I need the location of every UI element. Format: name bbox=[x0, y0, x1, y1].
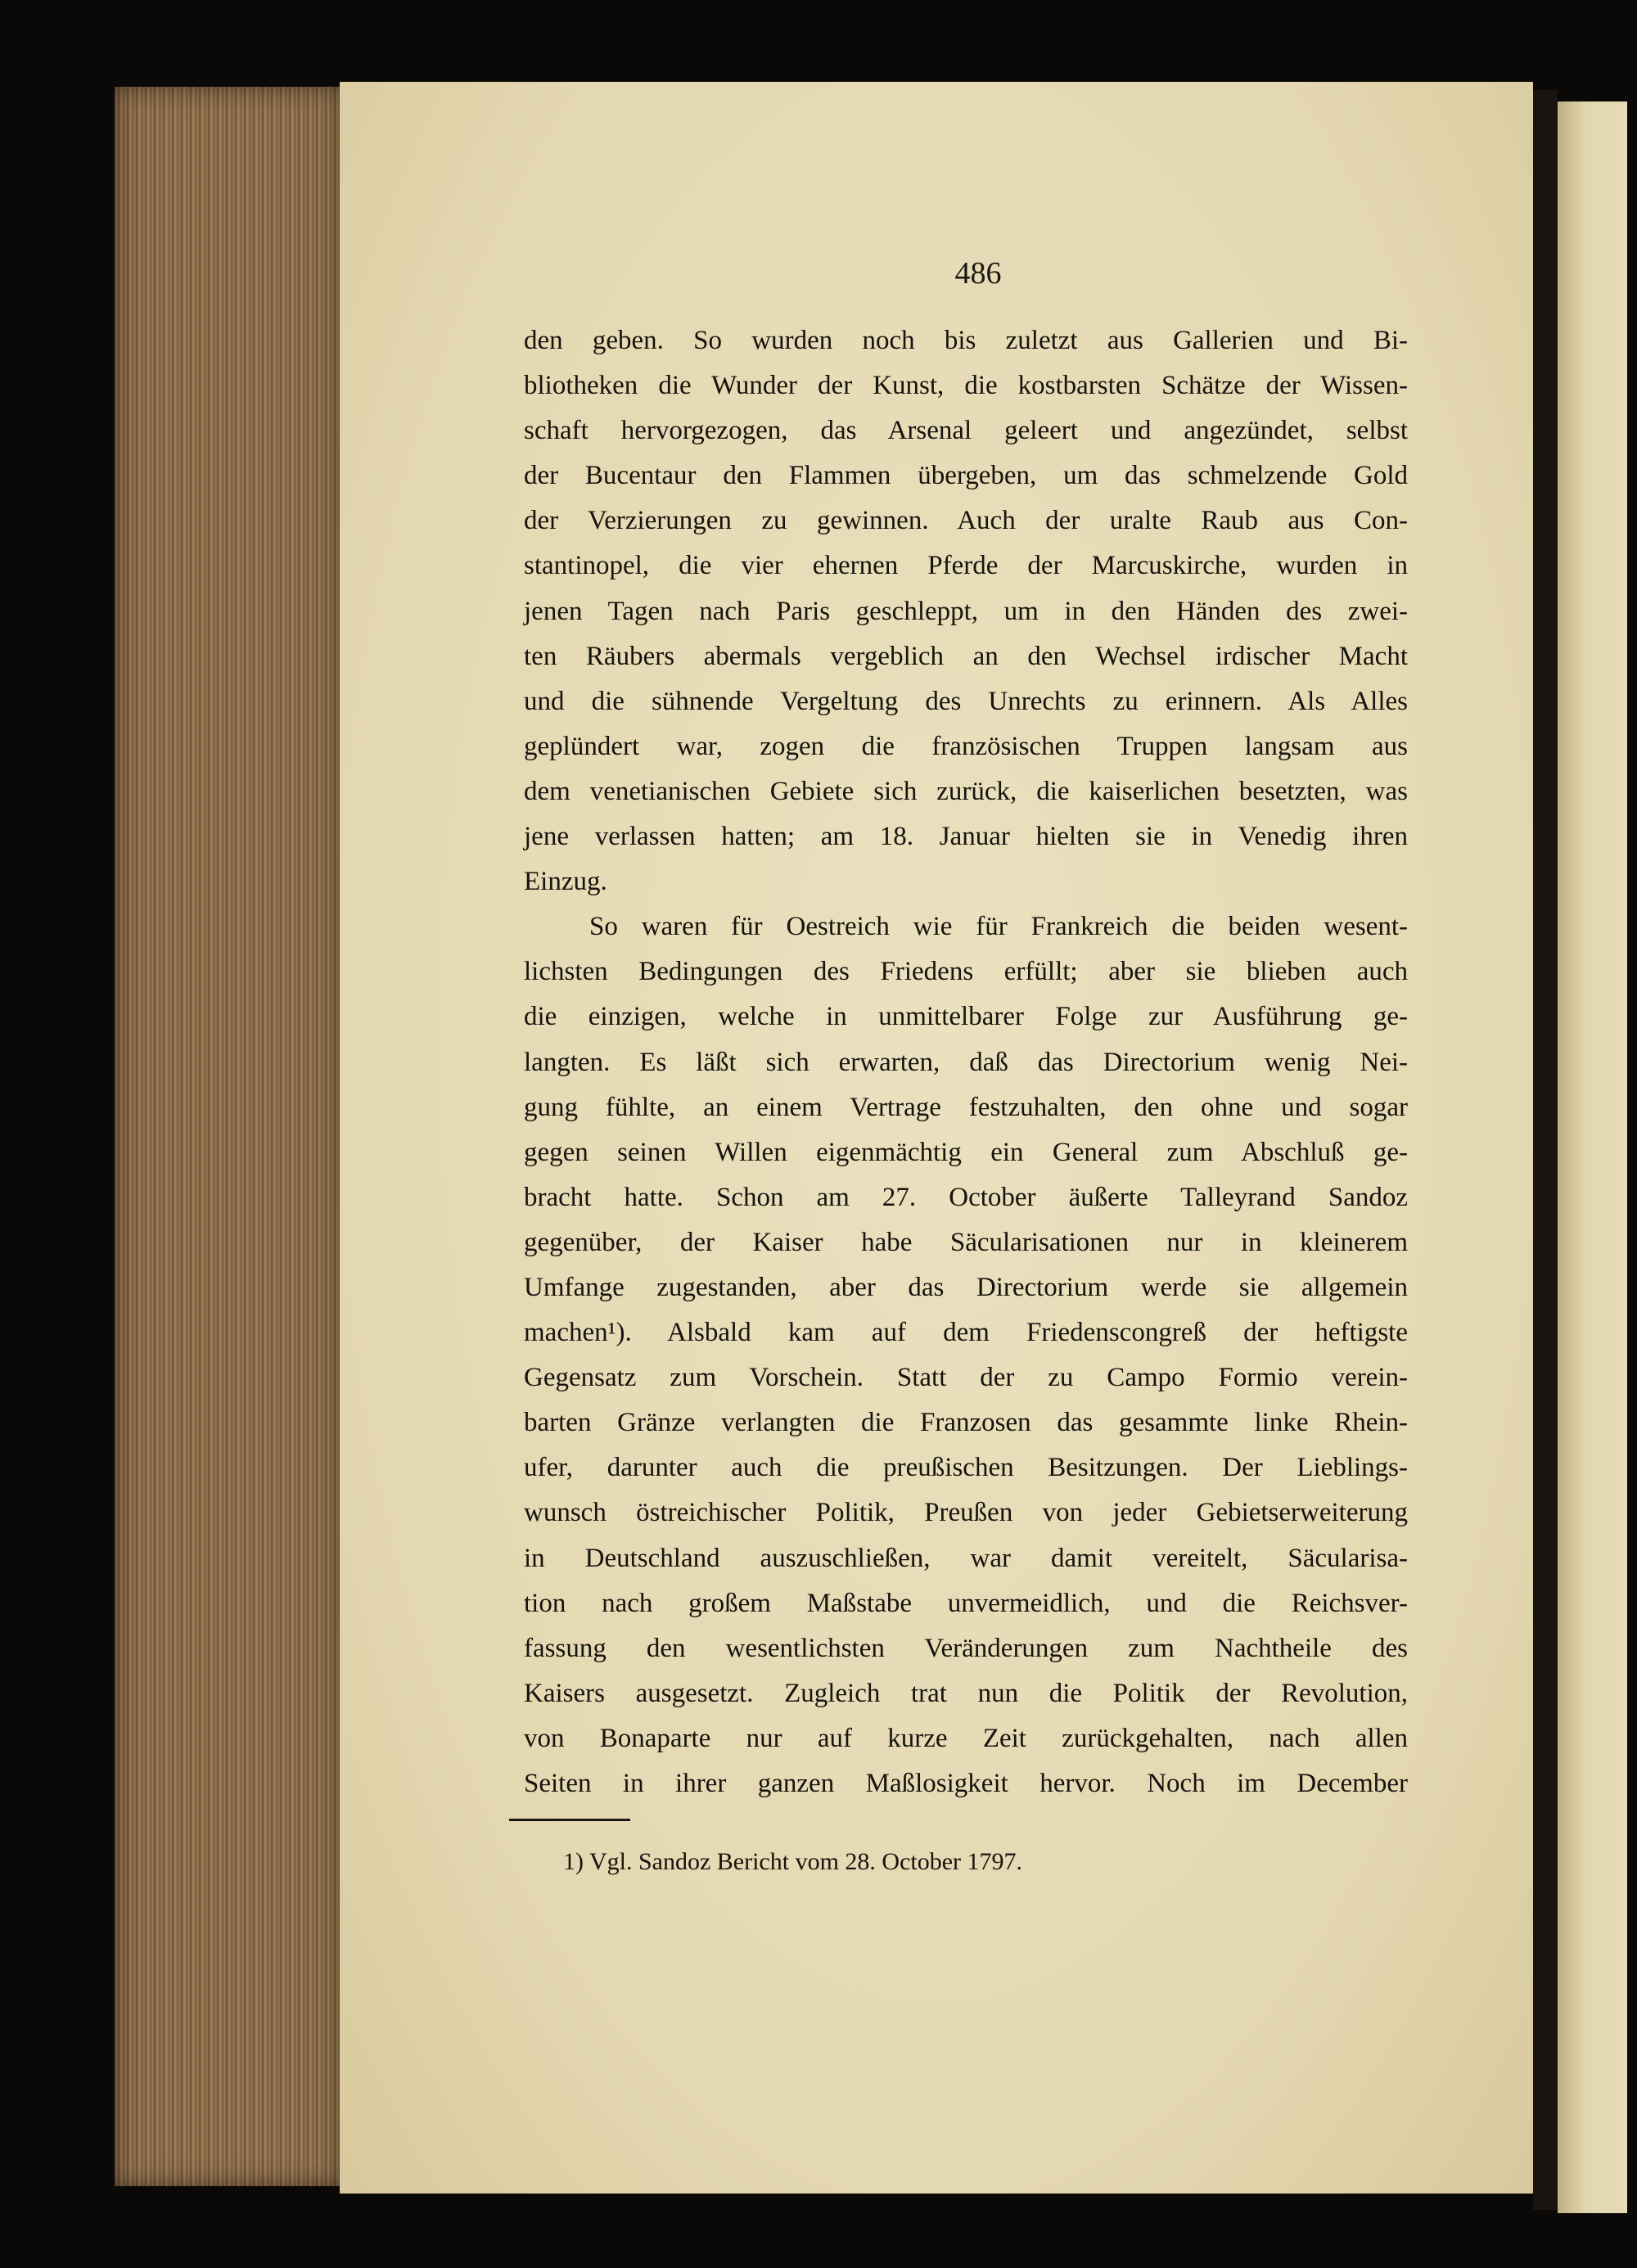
text-line: bracht hatte. Schon am 27. October äußerte Talleyrand Sandoz bbox=[524, 1182, 1408, 1212]
text-line: jenen Tagen nach Paris geschleppt, um in den Händen des zwei- bbox=[524, 596, 1408, 626]
text-line: stantinopel, die vier ehernen Pferde der Marcuskirche, wurden in bbox=[524, 551, 1408, 581]
text-line: und die sühnende Vergeltung des Unrechts zu erinnern. Als Alles bbox=[524, 686, 1408, 716]
text-line: langten. Es läßt sich erwarten, daß das Directorium wenig Nei- bbox=[524, 1047, 1408, 1077]
text-line: Gegensatz zum Vorschein. Statt der zu Campo Formio verein- bbox=[524, 1363, 1408, 1393]
next-page-sliver bbox=[1558, 101, 1627, 2213]
text-line: lichsten Bedingungen des Friedens erfüllt; aber sie blieben auch bbox=[524, 957, 1408, 987]
text-line: barten Gränze verlangten die Franzosen das gesammte linke Rhein- bbox=[524, 1408, 1408, 1438]
text-line: schaft hervorgezogen, das Arsenal geleert und angezündet, selbst bbox=[524, 416, 1408, 446]
body-text bbox=[524, 326, 1408, 1814]
text-line: gegenüber, der Kaiser habe Säcularisationen nur in kleinerem bbox=[524, 1227, 1408, 1257]
text-line: Umfange zugestanden, aber das Directorium werde sie allgemein bbox=[524, 1272, 1408, 1302]
footnote-rule bbox=[509, 1819, 630, 1821]
text-line: dem venetianischen Gebiete sich zurück, die kaiserlichen besetzten, was bbox=[524, 776, 1408, 806]
text-line: tion nach großem Maßstabe unvermeidlich, und die Reichsver- bbox=[524, 1588, 1408, 1618]
text-line: fassung den wesentlichsten Veränderungen zum Nachtheile des bbox=[524, 1633, 1408, 1663]
page-edges-stack bbox=[115, 87, 342, 2186]
text-line: in Deutschland auszuschließen, war damit vereitelt, Säcularisa- bbox=[524, 1543, 1408, 1573]
text-line: jene verlassen hatten; am 18. Januar hielten sie in Venedig ihren bbox=[524, 822, 1408, 852]
text-line: geplündert war, zogen die französischen Truppen langsam aus bbox=[524, 731, 1408, 761]
text-line: ufer, darunter auch die preußischen Besitzungen. Der Lieblings- bbox=[524, 1453, 1408, 1483]
text-line: gegen seinen Willen eigenmächtig ein General zum Abschluß ge- bbox=[524, 1137, 1408, 1167]
text-line: von Bonaparte nur auf kurze Zeit zurückgehalten, nach allen bbox=[524, 1723, 1408, 1753]
text-line: Seiten in ihrer ganzen Maßlosigkeit hervor. Noch im December bbox=[524, 1769, 1408, 1798]
text-line: So waren für Oestreich wie für Frankreich die beiden wesent- bbox=[589, 912, 1408, 942]
text-line: der Bucentaur den Flammen übergeben, um das schmelzende Gold bbox=[524, 461, 1408, 491]
text-line: bliotheken die Wunder der Kunst, die kostbarsten Schätze der Wissen- bbox=[524, 371, 1408, 401]
text-line: gung fühlte, an einem Vertrage festzuhalten, den ohne und sogar bbox=[524, 1092, 1408, 1122]
text-line: die einzigen, welche in unmittelbarer Folge zur Ausführung ge- bbox=[524, 1002, 1408, 1032]
text-line: der Verzierungen zu gewinnen. Auch der uralte Raub aus Con- bbox=[524, 506, 1408, 536]
text-line: machen¹). Alsbald kam auf dem Friedenscongreß der heftigste bbox=[524, 1318, 1408, 1348]
text-line: den geben. So wurden noch bis zuletzt aus Gallerien und Bi- bbox=[524, 326, 1408, 355]
footnote: 1) Vgl. Sandoz Bericht vom 28. October 1797. bbox=[563, 1848, 1023, 1875]
page-number: 486 bbox=[954, 256, 1002, 291]
text-line: Einzug. bbox=[524, 867, 607, 897]
text-line: ten Räubers abermals vergeblich an den Wechsel irdischer Macht bbox=[524, 641, 1408, 671]
text-line: wunsch östreichischer Politik, Preußen von jeder Gebietserweiterung bbox=[524, 1498, 1408, 1528]
book-gutter bbox=[1533, 90, 1558, 2210]
text-line: Kaisers ausgesetzt. Zugleich trat nun die Politik der Revolution, bbox=[524, 1678, 1408, 1708]
